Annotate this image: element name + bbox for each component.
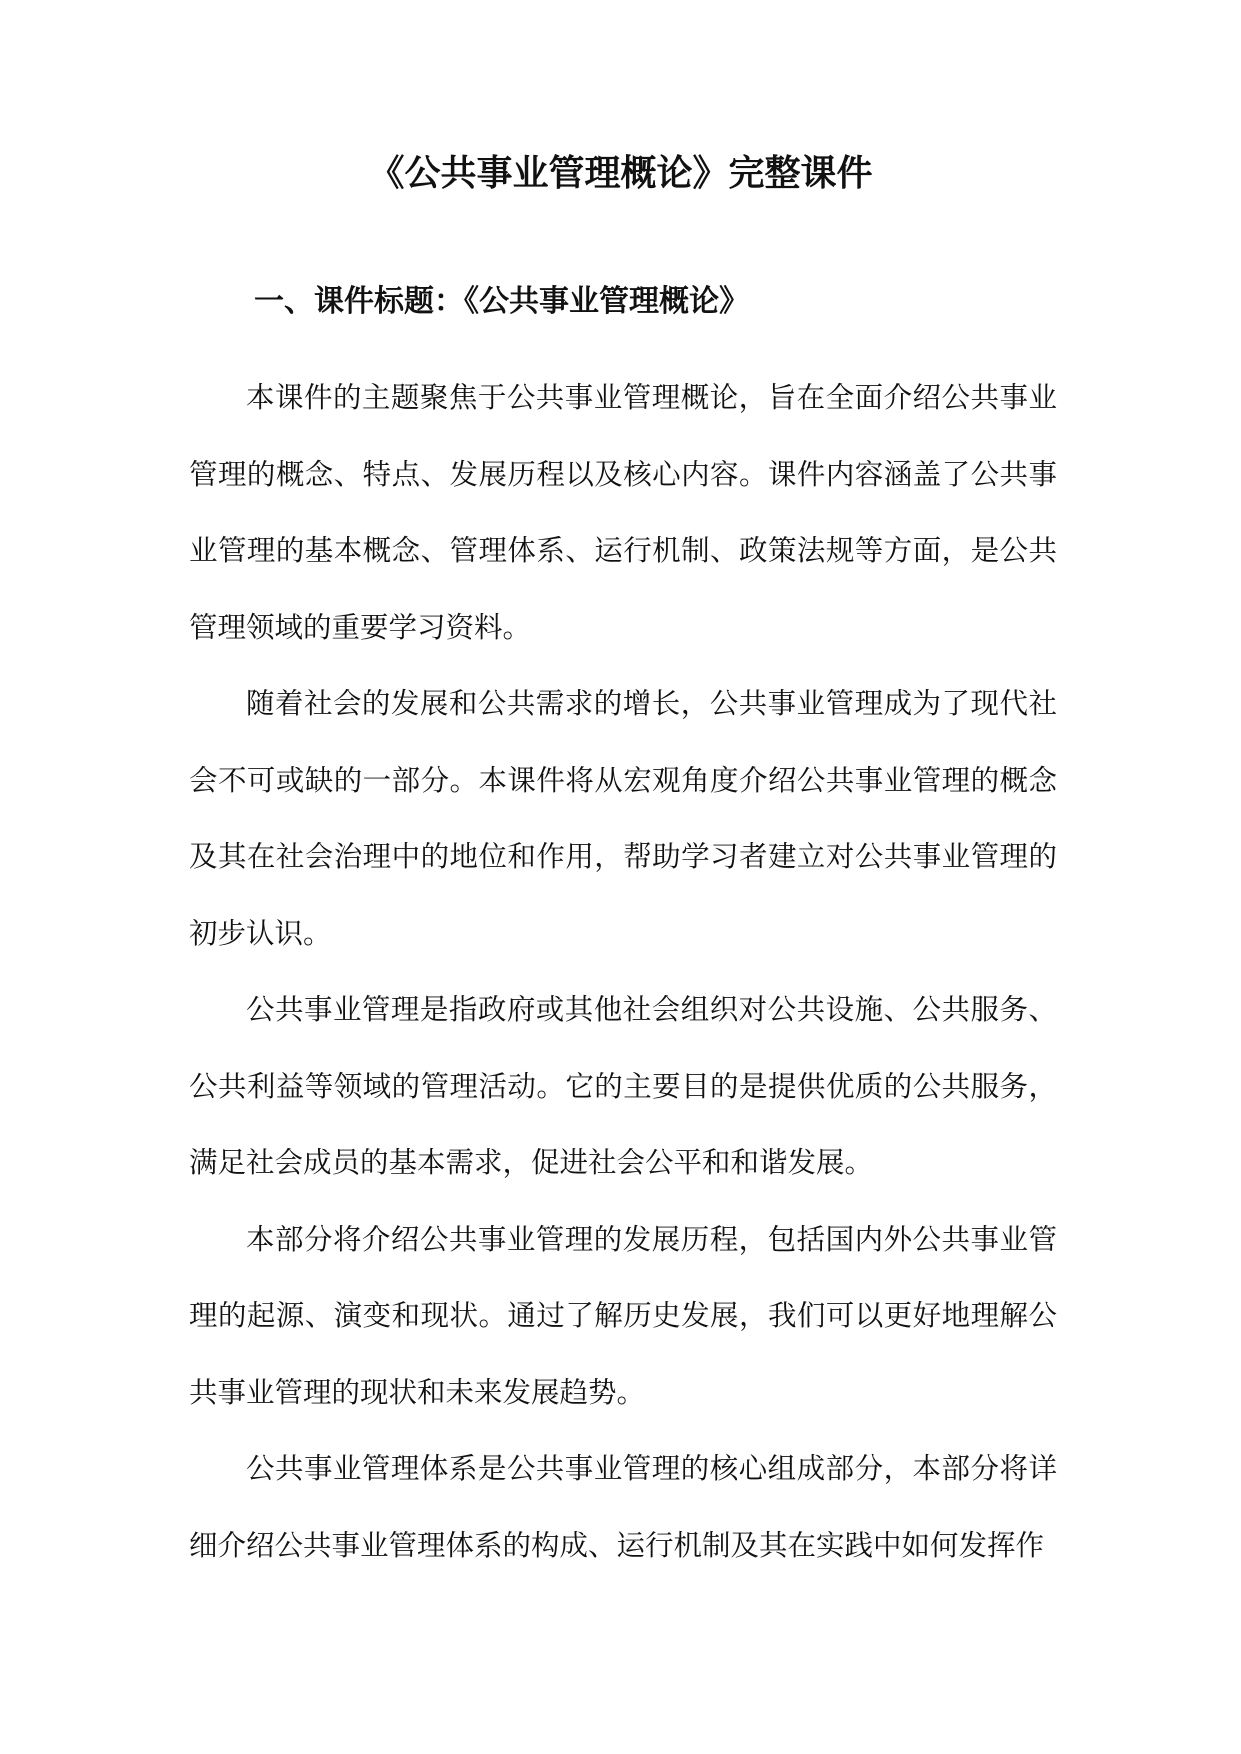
paragraph: 公共事业管理体系是公共事业管理的核心组成部分，本部分将详细介绍公共事业管理体系的构成、运行机制及其在实践中如何发挥作	[189, 1452, 1057, 1562]
paragraph: 本部分将介绍公共事业管理的发展历程，包括国内外公共事业管理的起源、演变和现状。通过了解历史发展，我们可以更好地理解公共事业管理的现状和未来发展趋势。	[189, 1222, 1057, 1409]
paragraph: 公共事业管理是指政府或其他社会组织对公共设施、公共服务、公共利益等领域的管理活动。它的主要目的是提供优质的公共服务，满足社会成员的基本需求，促进社会公平和和谐发展。	[189, 993, 1057, 1179]
section-heading: 一、课件标题：《公共事业管理概论》	[254, 284, 749, 319]
paragraph: 随着社会的发展和公共需求的增长，公共事业管理成为了现代社会不可或缺的一部分。本课件将从宏观角度介绍公共事业管理的概念及其在社会治理中的地位和作用，帮助学习者建立对公共事业管理的初步认识。	[189, 687, 1057, 950]
document-title: 《公共事业管理概论》完整课件	[368, 152, 873, 194]
paragraph: 本课件的主题聚焦于公共事业管理概论，旨在全面介绍公共事业管理的概念、特点、发展历程以及核心内容。课件内容涵盖了公共事业管理的基本概念、管理体系、运行机制、政策法规等方面，是公共管理领域的重要学习资料。	[189, 381, 1057, 644]
document-body	[189, 360, 1057, 1584]
